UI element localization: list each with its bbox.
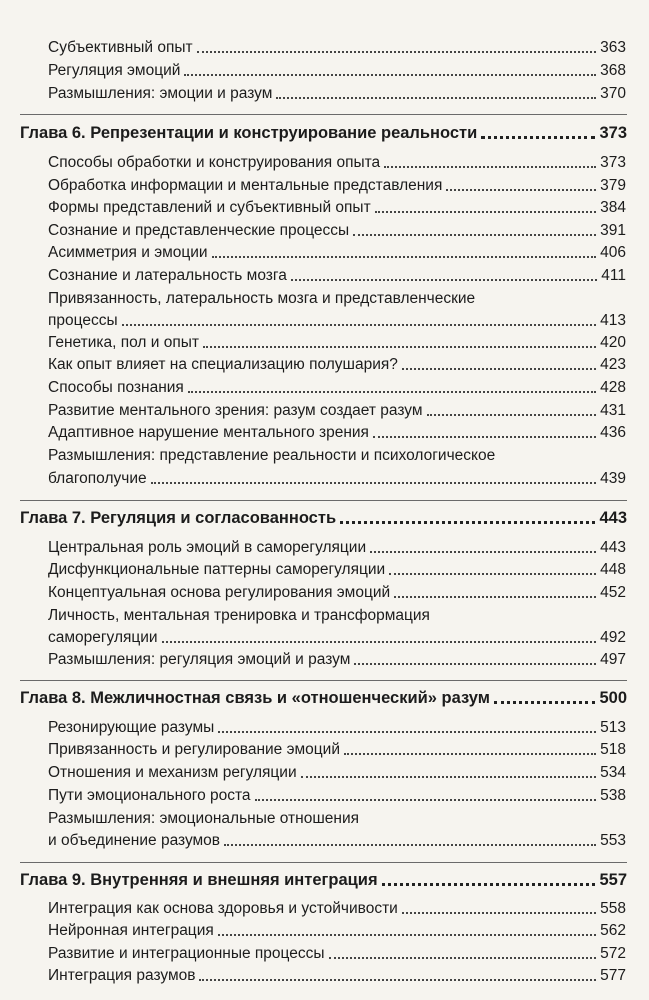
dot-leader — [188, 391, 596, 393]
toc-entry — [48, 944, 626, 963]
toc-entry-page: 379 — [600, 177, 626, 194]
toc-chapter — [20, 689, 627, 708]
dot-leader — [224, 844, 596, 846]
toc-entry-title: Как опыт влияет на специализацию полушария? — [48, 356, 398, 373]
toc-entry-title: Асимметрия и эмоции — [48, 244, 208, 261]
dot-leader — [389, 573, 596, 575]
toc-entry — [48, 628, 626, 647]
toc-entry-title: Сознание и латеральность мозга — [48, 267, 287, 284]
dot-leader — [354, 663, 596, 665]
toc-entry — [48, 333, 626, 352]
toc-entry — [48, 243, 626, 262]
toc-entry — [48, 401, 626, 420]
toc-entry — [48, 176, 626, 195]
toc-entry — [48, 740, 626, 759]
chapter-divider — [20, 114, 627, 115]
toc-entry-page: 572 — [600, 945, 626, 962]
toc-entry — [48, 61, 626, 80]
dot-leader — [446, 189, 596, 191]
toc-entry-page: 492 — [600, 629, 626, 646]
toc-entry-page: 534 — [600, 764, 626, 781]
dot-leader — [402, 368, 596, 370]
toc-entry-title: благополучие — [48, 470, 147, 487]
toc-entry — [48, 763, 626, 782]
toc-entry — [48, 538, 626, 557]
toc-entry-title: Интеграция как основа здоровья и устойчивости — [48, 900, 398, 917]
dot-leader — [199, 979, 596, 981]
toc-entry — [48, 266, 626, 285]
dot-leader — [427, 414, 597, 416]
dot-leader — [370, 551, 596, 553]
toc-entry-title: Субъективный опыт — [48, 39, 193, 56]
toc-entry-page: 428 — [600, 379, 626, 396]
toc-entry-title-line1: Размышления: представление реальности и психологическое — [48, 447, 496, 464]
dot-leader — [212, 256, 597, 258]
dot-leader — [197, 51, 596, 53]
dot-leader — [122, 324, 597, 326]
toc-entry-title-line1: Личность, ментальная тренировка и трансформация — [48, 607, 430, 624]
toc-entry — [48, 560, 626, 579]
dot-leader — [218, 731, 596, 733]
toc-entry-page: 538 — [600, 787, 626, 804]
toc-entry-page: 368 — [600, 62, 626, 79]
toc-entry-page: 373 — [600, 154, 626, 171]
dot-leader — [329, 957, 597, 959]
dot-leader — [255, 799, 597, 801]
toc-chapter-page: 443 — [599, 509, 627, 527]
dot-leader — [394, 596, 596, 598]
dot-leader — [373, 436, 596, 438]
dot-leader — [384, 166, 596, 168]
toc-entry-title: саморегуляции — [48, 629, 158, 646]
toc-entry-page: 448 — [600, 561, 626, 578]
toc-entry — [48, 84, 626, 103]
toc-entry-page: 363 — [600, 39, 626, 56]
toc-entry — [48, 311, 626, 330]
toc-entry — [48, 583, 626, 602]
chapter-divider — [20, 862, 627, 863]
toc-chapter — [20, 124, 627, 143]
toc-entry-title-line1: Привязанность, латеральность мозга и представленческие — [48, 290, 476, 307]
toc-entry-title: Концептуальная основа регулирования эмоций — [48, 584, 391, 601]
dot-leader — [162, 641, 597, 643]
toc-entry-title: Регуляция эмоций — [48, 62, 181, 79]
chapter-divider — [20, 500, 627, 501]
toc-entry — [48, 355, 626, 374]
toc-entry — [48, 469, 626, 488]
dot-leader — [494, 701, 596, 704]
toc-entry — [48, 221, 626, 240]
toc-entry-page: 411 — [601, 267, 626, 284]
toc-entry — [48, 198, 626, 217]
toc-entry-title: Сознание и представленческие процессы — [48, 222, 350, 239]
toc-entry — [48, 831, 626, 850]
toc-entry-title: Размышления: регуляция эмоций и разум — [48, 651, 351, 668]
toc-entry-title: Привязанность и регулирование эмоций — [48, 741, 340, 758]
dot-leader — [481, 136, 595, 139]
dot-leader — [340, 521, 595, 524]
toc-entry — [48, 153, 626, 172]
dot-leader — [184, 74, 596, 76]
toc-entry-title: Способы познания — [48, 379, 184, 396]
toc-entry — [48, 378, 626, 397]
toc-entry — [48, 423, 626, 442]
toc-chapter-page: 557 — [599, 871, 627, 889]
toc-entry-page: 391 — [600, 222, 626, 239]
toc-entry — [48, 921, 626, 940]
toc-chapter-title: Глава 8. Межличностная связь и «отношенческий» разум — [20, 689, 490, 707]
toc-entry-title: Развитие и интеграционные процессы — [48, 945, 325, 962]
toc-entry-page: 513 — [600, 719, 626, 736]
toc-entry-title: Нейронная интеграция — [48, 922, 214, 939]
toc-entry-page: 423 — [600, 356, 626, 373]
toc-entry-title: Резонирующие разумы — [48, 719, 215, 736]
toc-entry — [48, 899, 626, 918]
toc-entry — [48, 966, 626, 985]
dot-leader — [151, 482, 597, 484]
toc-entry-page: 562 — [600, 922, 626, 939]
toc-chapter-title: Глава 7. Регуляция и согласованность — [20, 509, 337, 527]
toc-entry-title: Размышления: эмоции и разум — [48, 85, 273, 102]
toc-entry-title: Адаптивное нарушение ментального зрения — [48, 424, 369, 441]
toc-entry-title: Генетика, пол и опыт — [48, 334, 199, 351]
toc-entry-title: Интеграция разумов — [48, 967, 196, 984]
dot-leader — [301, 776, 596, 778]
chapter-divider — [20, 680, 627, 681]
toc-entry-title: и объединение разумов — [48, 832, 221, 849]
toc-entry — [48, 38, 626, 57]
toc-entry-page: 406 — [600, 244, 626, 261]
toc-entry-page: 518 — [600, 741, 626, 758]
toc-entry-title: Формы представлений и субъективный опыт — [48, 199, 371, 216]
toc-entry — [48, 650, 626, 669]
toc-entry-title: Центральная роль эмоций в саморегуляции — [48, 539, 367, 556]
toc-entry-page: 443 — [600, 539, 626, 556]
toc-chapter-page: 500 — [599, 689, 627, 707]
toc-entry-title: процессы — [48, 312, 118, 329]
dot-leader — [291, 279, 597, 281]
dot-leader — [344, 753, 596, 755]
toc-chapter — [20, 871, 627, 890]
toc-entry-page: 497 — [600, 651, 626, 668]
toc-chapter — [20, 509, 627, 528]
toc-entry — [48, 718, 626, 737]
toc-entry-title: Развитие ментального зрения: разум создает разум — [48, 402, 423, 419]
toc-entry-title: Дисфункциональные паттерны саморегуляции — [48, 561, 386, 578]
toc-entry-title: Способы обработки и конструирования опыта — [48, 154, 381, 171]
toc-entry-page: 577 — [600, 967, 626, 984]
dot-leader — [276, 97, 596, 99]
dot-leader — [402, 912, 596, 914]
toc-entry-title: Обработка информации и ментальные представления — [48, 177, 443, 194]
toc-entry-title: Пути эмоционального роста — [48, 787, 251, 804]
toc-entry-title: Отношения и механизм регуляции — [48, 764, 297, 781]
toc-entry-page: 452 — [600, 584, 626, 601]
toc-entry — [48, 786, 626, 805]
toc-entry-page: 420 — [600, 334, 626, 351]
toc-chapter-title: Глава 9. Внутренняя и внешняя интеграция — [20, 871, 378, 889]
dot-leader — [203, 346, 596, 348]
dot-leader — [382, 883, 596, 886]
toc-entry-page: 370 — [600, 85, 626, 102]
dot-leader — [375, 211, 596, 213]
toc-entry-page: 439 — [600, 470, 626, 487]
toc-entry-page: 413 — [600, 312, 626, 329]
dot-leader — [353, 234, 596, 236]
toc-entry-page: 384 — [600, 199, 626, 216]
toc-entry-page: 558 — [600, 900, 626, 917]
toc-chapter-page: 373 — [599, 124, 627, 142]
toc-entry-page: 431 — [600, 402, 626, 419]
toc-entry-page: 553 — [600, 832, 626, 849]
toc-chapter-title: Глава 6. Репрезентации и конструирование реальности — [20, 124, 478, 142]
toc-entry-title-line1: Размышления: эмоциональные отношения — [48, 810, 359, 827]
toc-entry-page: 436 — [600, 424, 626, 441]
dot-leader — [218, 934, 596, 936]
